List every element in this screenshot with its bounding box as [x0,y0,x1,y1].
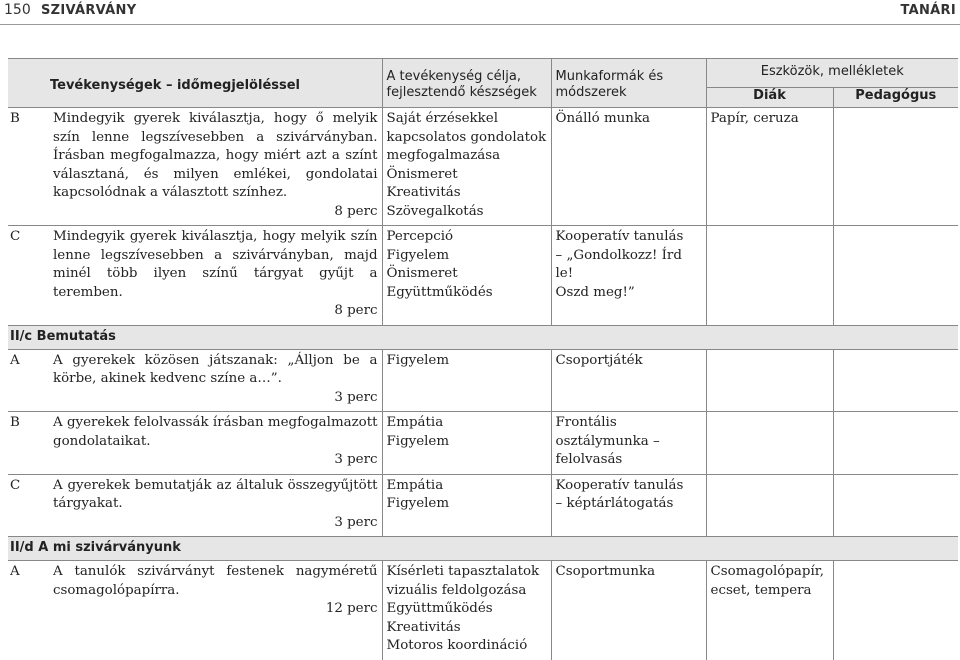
activity-letter: B [8,108,49,226]
activity-description [49,561,382,660]
activity-description [49,412,382,475]
diak-c-cell [706,474,833,537]
section-row [8,537,958,561]
header-tools-teacher: Pedagógus [833,88,958,108]
activity-duration: 3 perc [334,514,378,530]
table-row [8,226,958,326]
activity-text: Mindegyik gyerek kiválasztja, hogy melyik szín lenne legszívesebben a szivárványban, majd minél több ilyen színű tárgyat gyűjt a teremben. [53,229,378,300]
method-item: – „Gondolkozz! Írd le! [555,247,682,281]
method-item: Kooperatív tanulás [555,477,684,493]
goal-cell [382,226,551,326]
activity-text: Mindegyik gyerek kiválasztja, hogy ő melyik szín lenne legszívesebben a szivárványban. Írásban megfogalmazza, hogy miért azt a színt választaná, és milyen emlékei, gondolatai kapcsolódnak a választott színhez. [53,111,378,200]
goal-item: Saját érzésekkel kapcsolatos gondolatok megfogalmazása [386,111,547,163]
form-cell [551,226,706,326]
section-title: II/c Bemutatás [8,325,958,349]
page-header [0,0,960,22]
diak-c-cell [706,561,833,660]
goal-item: Figyelem [386,496,450,511]
diak-c-cell [706,108,833,226]
ped-c-cell [833,474,958,537]
goal-item: Figyelem [386,247,450,263]
table-row [8,349,958,412]
activity-description [49,226,382,326]
student-tool-item: Csomagolópapír, ecset, tempera [710,564,824,598]
table-row [8,561,958,660]
form-cell [551,349,706,412]
goal-item: Együttműködés [386,284,493,300]
section-row [8,325,958,349]
goal-item: Empátia [386,477,444,493]
activity-description [49,108,382,226]
goal-item: Empátia [386,415,444,430]
goal-cell [382,561,551,660]
audience-label: TANÁRI [900,3,956,18]
activity-duration: 3 perc [334,389,378,405]
ped-c-cell [833,108,958,226]
student-tool-item: Papír, ceruza [710,111,799,126]
method-item: Frontális osztálymunka – felolvasás [555,415,660,467]
activity-duration: 8 perc [334,303,378,318]
activity-letter: C [8,226,49,326]
activity-text: A gyerekek felolvassák írásban megfogalmazott gondolataikat. [53,415,378,449]
activity-letter: A [8,349,49,412]
section-title: II/d A mi szivárványunk [8,537,958,561]
activity-description [49,349,382,412]
goal-cell [382,474,551,537]
header-tools: Eszközök, mellékletek [706,59,958,88]
diak-c-cell [706,226,833,326]
lesson-plan-table [8,58,958,660]
method-item: Kooperatív tanulás [555,229,684,244]
ped-c-cell [833,412,958,475]
form-cell [551,474,706,537]
header-form: Munkaformák és módszerek [551,59,706,108]
activity-letter: B [8,412,49,475]
goal-cell [382,108,551,226]
activity-letter: C [8,474,49,537]
activity-duration: 12 perc [325,601,378,616]
goal-item: Percepció [386,229,454,244]
goal-item: Önismeret [386,166,458,182]
ped-c-cell [833,561,958,660]
goal-cell [382,412,551,475]
table-header-row [8,59,958,88]
goal-item: Együttműködés [386,601,493,616]
activity-text: A gyerekek közösen játszanak: „Álljon be a körbe, akinek kedvenc színe a…”. [53,352,378,386]
header-activity: Tevékenységek – időmegjelöléssel [8,59,382,108]
method-item: Csoportmunka [555,564,656,579]
activity-text: A gyerekek bemutatják az általuk összegyűjtött tárgyakat. [53,477,378,511]
goal-item: Önismeret [386,266,458,281]
activity-duration: 3 perc [334,452,378,467]
goal-item: Kreativitás [386,185,461,200]
header-tools-student: Diák [706,88,833,108]
goal-item: Kísérleti tapasztalatok vizuális feldolgozása [386,564,540,598]
table-row [8,108,958,226]
form-cell [551,108,706,226]
page-number: 150 [4,2,31,18]
method-item: – képtárlátogatás [555,496,674,511]
method-item: Oszd meg!” [555,284,635,300]
ped-c-cell [833,349,958,412]
activity-duration: 8 perc [334,203,378,219]
method-item: Csoportjáték [555,352,643,368]
activity-description [49,474,382,537]
book-title: SZIVÁRVÁNY [41,3,137,18]
header-divider [0,24,960,25]
activity-letter: A [8,561,49,660]
goal-item: Figyelem [386,352,450,368]
form-cell [551,412,706,475]
activity-text: A tanulók szivárványt festenek nagyméretű csomagolópapírra. [53,564,378,598]
goal-item: Szövegalkotás [386,203,484,219]
header-goal: A tevékenység célja, fejlesztendő készségek [382,59,551,108]
table-row [8,412,958,475]
table-row [8,474,958,537]
goal-item: Kreativitás [386,619,461,635]
goal-cell [382,349,551,412]
diak-c-cell [706,349,833,412]
method-item: Önálló munka [555,111,651,126]
goal-item: Motoros koordináció [386,638,528,653]
goal-item: Figyelem [386,433,450,449]
diak-c-cell [706,412,833,475]
form-cell [551,561,706,660]
ped-c-cell [833,226,958,326]
